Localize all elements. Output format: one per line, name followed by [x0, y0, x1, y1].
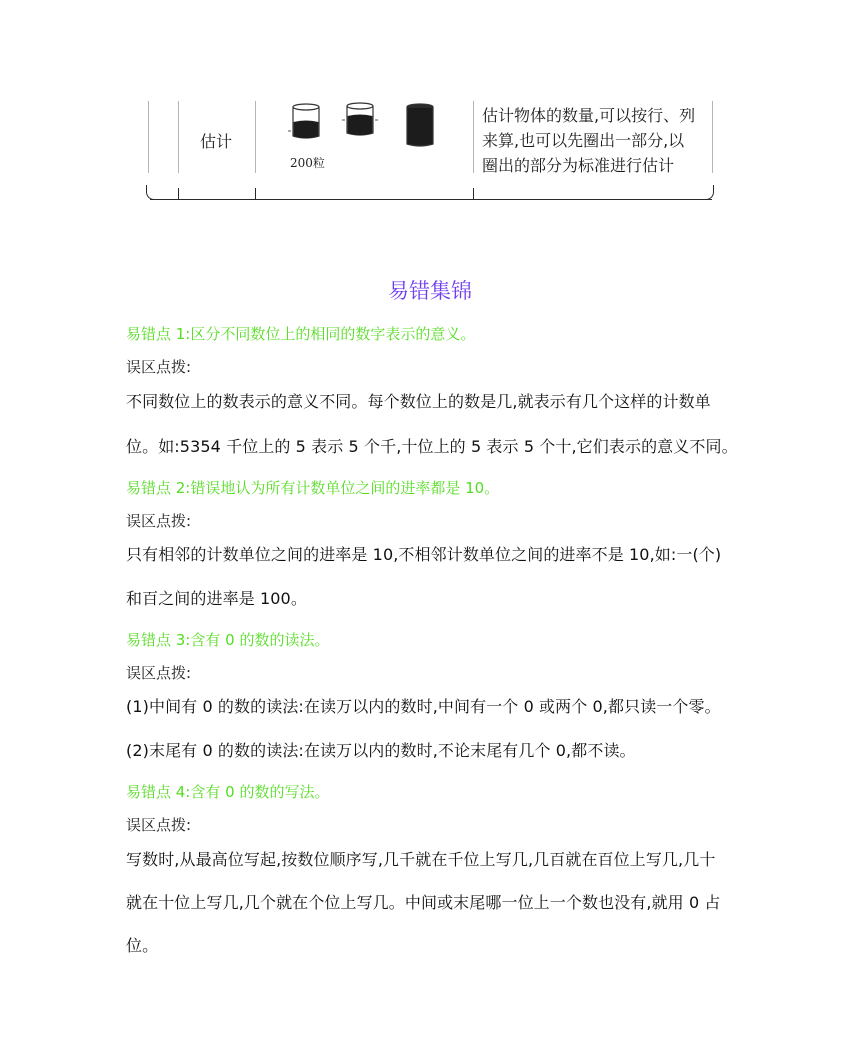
- tip-label: 误区点拨:: [126, 512, 192, 530]
- mistake-point-title: 易错点 1:区分不同数位上的相同的数字表示的意义。: [126, 325, 476, 343]
- beaker-icon: [407, 104, 433, 146]
- tip-label: 误区点拨:: [126, 358, 192, 376]
- table-border: [473, 101, 474, 173]
- table-border: [148, 101, 149, 173]
- body-line: 写数时,从最高位写起,按数位顺序写,几千就在千位上写几,几百就在百位上写几,几十: [126, 850, 716, 869]
- table-corner: [146, 185, 155, 200]
- table-tick: [178, 188, 179, 200]
- body-line: (2)末尾有 0 的数的读法:在读万以内的数时,不论末尾有几个 0,都不读。: [126, 741, 636, 760]
- beakers-illustration: [284, 100, 444, 156]
- beaker-icon: [288, 104, 319, 138]
- table-tick: [473, 188, 474, 200]
- section-title: 易错集锦: [388, 279, 472, 303]
- table-bottom-border: [150, 199, 712, 200]
- tip-label: 误区点拨:: [126, 816, 192, 834]
- table-cell-label: 估计: [200, 132, 233, 151]
- tip-label: 误区点拨:: [126, 664, 192, 682]
- beaker-caption: 200粒: [290, 156, 325, 170]
- description-line: 估计物体的数量,可以按行、列: [482, 106, 696, 125]
- body-line: 不同数位上的数表示的意义不同。每个数位上的数是几,就表示有几个这样的计数单: [126, 392, 711, 411]
- table-border: [178, 101, 179, 173]
- body-line: 就在十位上写几,几个就在个位上写几。中间或末尾哪一位上一个数也没有,就用 0 占: [126, 893, 721, 912]
- body-line: 位。: [126, 936, 159, 955]
- body-line: 和百之间的进率是 100。: [126, 589, 307, 608]
- body-line: 只有相邻的计数单位之间的进率是 10,不相邻计数单位之间的进率不是 10,如:一(个): [126, 545, 722, 564]
- mistake-point-title: 易错点 3:含有 0 的数的读法。: [126, 631, 330, 649]
- description-line: 圈出的部分为标准进行估计: [482, 156, 675, 175]
- mistake-point-title: 易错点 4:含有 0 的数的写法。: [126, 783, 330, 801]
- body-line: 位。如:5354 千位上的 5 表示 5 个千,十位上的 5 表示 5 个十,它们表示的意义不同。: [126, 437, 738, 456]
- description-line: 来算,也可以先圈出一部分,以: [482, 131, 685, 150]
- body-line: (1)中间有 0 的数的读法:在读万以内的数时,中间有一个 0 或两个 0,都只读一个零。: [126, 697, 721, 716]
- mistake-point-title: 易错点 2:错误地认为所有计数单位之间的进率都是 10。: [126, 479, 500, 497]
- table-tick: [255, 188, 256, 200]
- table-border: [255, 101, 256, 173]
- beaker-icon: [342, 103, 378, 135]
- table-corner: [705, 185, 714, 200]
- table-cell-description: [482, 103, 714, 178]
